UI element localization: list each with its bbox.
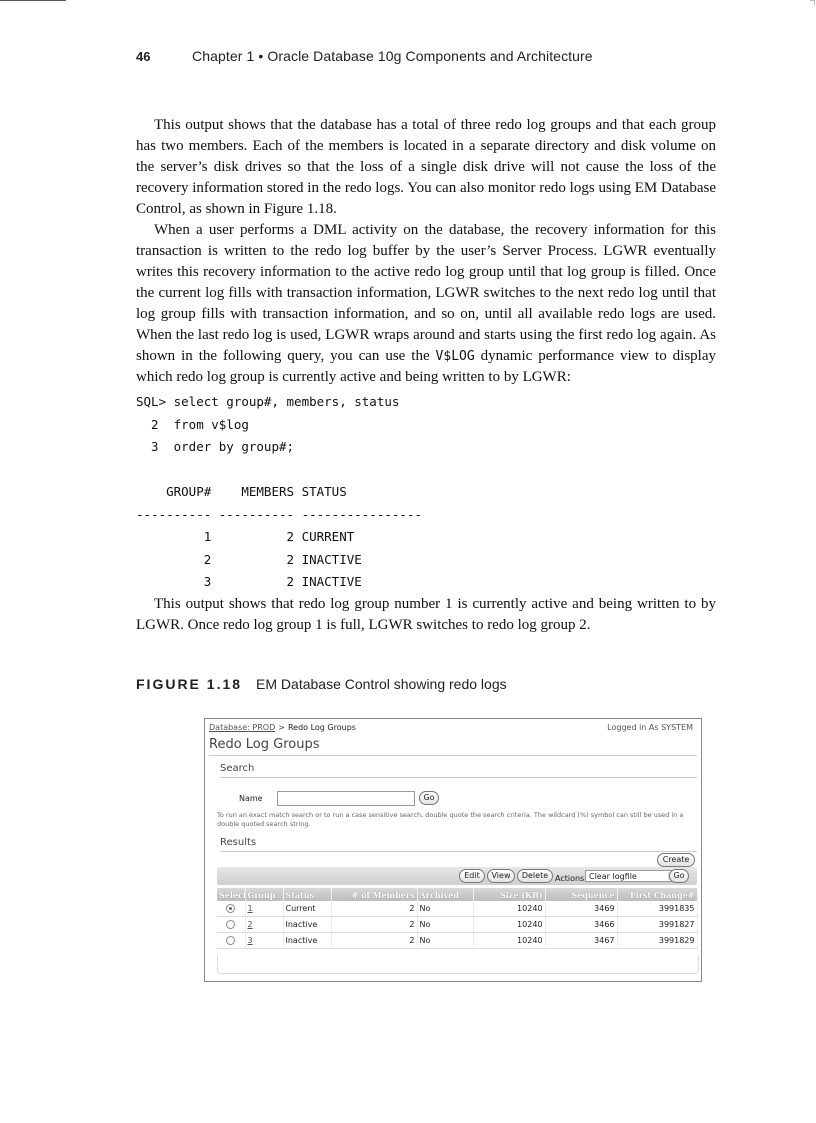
col-status[interactable]: Status <box>283 888 331 901</box>
redo-log-table <box>217 888 698 949</box>
paragraph-3: This output shows that redo log group number 1 is currently active and being written to by LGWR. Once redo log group 1 is full, LGWR switches to redo log group 2. <box>136 595 716 633</box>
chapter-title: Chapter 1 • Oracle Database 10g Components and Architecture <box>192 48 593 64</box>
status-cell: Inactive <box>283 933 331 949</box>
paragraph-2-text-a: When a user performs a DML activity on the database, the recovery information for this transaction is written to the redo log buffer by the user’s Server Process. LGWR eventually writes this recovery information to the active redo log group until that log group is filled. Once the current log fills with transaction information, LGWR switches to the next redo log until that log group fills with transaction information, and so on, until all available redo logs are used. When the last redo log is used, LGWR wraps around and starts using the first redo log again. As shown in the following query, you can use the <box>136 222 716 364</box>
group-link[interactable]: 3 <box>247 936 253 945</box>
figure-label: FIGURE 1.18 <box>136 676 243 692</box>
archived-cell: No <box>417 901 473 917</box>
logged-in-label: Logged in As SYSTEM <box>607 723 693 732</box>
actions-select[interactable] <box>585 870 679 882</box>
row-select[interactable] <box>217 901 245 917</box>
delete-button[interactable]: Delete <box>517 869 553 883</box>
sequence-cell: 3467 <box>545 933 617 949</box>
col-sequence[interactable]: Sequence <box>545 888 617 901</box>
group-link[interactable]: 1 <box>247 904 253 913</box>
v-log-code: V$LOG <box>435 349 475 364</box>
view-button[interactable]: View <box>487 869 515 883</box>
paragraph-2-text-b: dynamic performance view to display which redo log group is currently active and being written to by LGWR: <box>136 348 716 385</box>
col-archived[interactable]: Archived <box>417 888 473 901</box>
running-header <box>136 48 736 64</box>
members-cell: 2 <box>331 917 417 933</box>
size-cell: 10240 <box>473 917 545 933</box>
breadcrumb-separator: > <box>278 723 285 732</box>
members-cell: 2 <box>331 901 417 917</box>
first-change-cell: 3991827 <box>617 917 697 933</box>
first-change-cell: 3991829 <box>617 933 697 949</box>
table-row <box>217 933 697 949</box>
size-cell: 10240 <box>473 901 545 917</box>
table-header-row <box>217 888 697 901</box>
table-footer-frame <box>217 955 699 974</box>
name-label: Name <box>239 794 263 803</box>
paragraph-1: This output shows that the database has a total of three redo log groups and that each group has two members. Each of the members is located in a separate directory and disk volume on the server’s disk drives so that the loss of a single disk drive will not cause the loss of the recovery information stored in the redo logs. You can also monitor redo logs using EM Database Control, as shown in Figure 1.18. <box>136 117 716 217</box>
col-members[interactable]: # of Members <box>331 888 417 901</box>
em-screenshot <box>204 718 702 982</box>
results-section-title: Results <box>220 837 257 848</box>
paragraph-2 <box>136 220 716 388</box>
table-row <box>217 917 697 933</box>
col-select: Select <box>219 889 247 900</box>
col-size[interactable]: Size (KB) <box>473 888 545 901</box>
results-divider <box>220 851 697 852</box>
breadcrumb-current: Redo Log Groups <box>287 723 356 732</box>
status-cell: Inactive <box>283 917 331 933</box>
create-button[interactable]: Create <box>657 853 695 867</box>
members-cell: 2 <box>331 933 417 949</box>
breadcrumb-bar <box>209 723 697 735</box>
size-cell: 10240 <box>473 933 545 949</box>
search-divider <box>220 777 697 778</box>
first-change-cell: 3991835 <box>617 901 697 917</box>
actions-select-value: Clear logfile <box>589 872 637 881</box>
actions-go-button[interactable]: Go <box>669 869 689 883</box>
results-toolbar <box>217 867 697 885</box>
table-row <box>217 901 697 917</box>
row-select[interactable] <box>217 933 245 949</box>
name-search-input[interactable] <box>277 791 415 806</box>
page-number: 46 <box>136 49 151 64</box>
page-title: Redo Log Groups <box>209 737 320 752</box>
col-group[interactable]: Group <box>245 888 283 901</box>
row-select[interactable] <box>217 917 245 933</box>
radio-unselected-icon[interactable] <box>226 920 235 929</box>
radio-selected-icon[interactable] <box>226 904 235 913</box>
status-cell: Current <box>283 901 331 917</box>
body-text <box>136 115 716 636</box>
archived-cell: No <box>417 933 473 949</box>
search-hint: To run an exact match search or to run a case sensitive search, double quote the search criteria. The wildcard (%) symbol can still be used in a double quoted search string. <box>217 811 684 828</box>
search-go-button[interactable]: Go <box>419 791 439 805</box>
archived-cell: No <box>417 917 473 933</box>
sequence-cell: 3469 <box>545 901 617 917</box>
actions-label: Actions <box>555 874 585 883</box>
corner-mark <box>810 0 815 5</box>
search-section-title: Search <box>220 763 255 774</box>
col-first-change[interactable]: First Change# <box>617 888 697 901</box>
figure-caption <box>136 676 736 692</box>
group-link[interactable]: 2 <box>247 920 253 929</box>
figure-caption-text: EM Database Control showing redo logs <box>256 676 507 692</box>
breadcrumb-database-link[interactable]: Database: PROD <box>209 723 276 732</box>
sql-code-block: SQL> select group#, members, status 2 from v$log 3 order by group#; GROUP# MEMBERS STATUS ---------- ---------- ---------------- 1 2 CURRENT 2 2 INACTIVE 3 2 INACTIVE <box>136 394 422 589</box>
sequence-cell: 3466 <box>545 917 617 933</box>
title-divider <box>209 755 697 756</box>
radio-unselected-icon[interactable] <box>226 936 235 945</box>
corner-rule <box>0 0 66 1</box>
edit-button[interactable]: Edit <box>459 869 485 883</box>
